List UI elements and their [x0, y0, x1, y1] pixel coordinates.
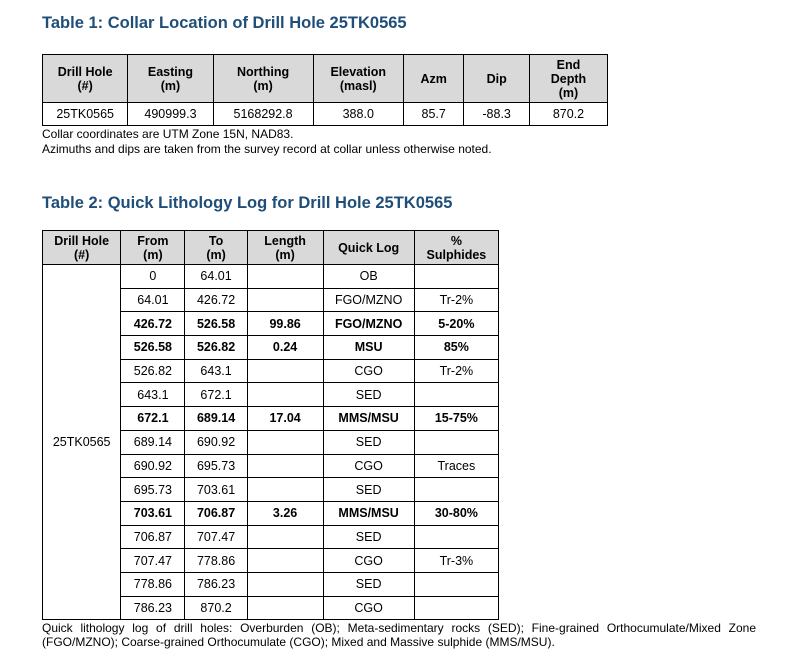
table-cell-from: 643.1: [121, 383, 185, 407]
table2-header-4: [323, 231, 414, 265]
table1-header-3: [313, 55, 404, 103]
table1-cell: 388.0: [313, 103, 404, 126]
table-cell-sulphides: Tr-2%: [414, 359, 498, 383]
table-cell-sulphides: Tr-2%: [414, 288, 498, 312]
table2-caption: Quick lithology log of drill holes: Overburden (OB); Meta-sedimentary rocks (SED); Fine-grained Orthocumulate/Mixed Zone (FGO/MZNO); Coarse-grained Orthocumulate (CGO); Mixed and Massive sulphide (MMS/MSU).: [42, 621, 756, 649]
table-cell-log: OB: [323, 265, 414, 289]
table-cell-sulphides: [414, 265, 498, 289]
table-cell-from: 64.01: [121, 288, 185, 312]
table-cell-log: SED: [323, 572, 414, 596]
table-cell-log: SED: [323, 525, 414, 549]
table1-header-text: (m): [558, 85, 579, 100]
table-cell-log: FGO/MZNO: [323, 312, 414, 336]
table-cell-to: 703.61: [185, 478, 247, 502]
table-cell-from: 707.47: [121, 549, 185, 573]
table-cell-sulphides: [414, 525, 498, 549]
table-cell-from: 426.72: [121, 312, 185, 336]
table-cell-length: [247, 549, 323, 573]
table-cell-to: 870.2: [185, 596, 247, 620]
table-cell-from: 526.82: [121, 359, 185, 383]
table-cell-sulphides: [414, 383, 498, 407]
table-cell-log: CGO: [323, 454, 414, 478]
table-cell-length: [247, 288, 323, 312]
table1-header-text: Drill Hole: [57, 64, 113, 79]
collar-location-table: [42, 54, 608, 126]
table-cell-log: MSU: [323, 336, 414, 360]
table-cell-to: 707.47: [185, 525, 247, 549]
table-cell-from: 0: [121, 265, 185, 289]
table1-header-4: [404, 55, 464, 103]
table-cell-length: 0.24: [247, 336, 323, 360]
table1-header-text: Northing: [237, 64, 290, 79]
table1-cell: 870.2: [529, 103, 607, 126]
table-cell-from: 526.58: [121, 336, 185, 360]
table2-header-1: [121, 231, 185, 265]
table-cell-length: [247, 359, 323, 383]
table2-header-text: Quick Log: [338, 240, 400, 255]
table1-cell: 25TK0565: [43, 103, 128, 126]
table2-header-text: Drill Hole: [54, 233, 110, 248]
table-cell-from: 690.92: [121, 454, 185, 478]
table1-header-text: (m): [253, 78, 273, 93]
table-cell-from: 706.87: [121, 525, 185, 549]
table2-header-row: [43, 231, 499, 265]
table-cell-from: 778.86: [121, 572, 185, 596]
table-cell-log: SED: [323, 478, 414, 502]
table-row: [43, 265, 499, 289]
table-cell-log: CGO: [323, 596, 414, 620]
table-cell-log: CGO: [323, 359, 414, 383]
table2-header-text: (m): [143, 247, 163, 262]
drill-hole-cell: 25TK0565: [43, 265, 121, 620]
table-cell-log: CGO: [323, 549, 414, 573]
table-cell-length: [247, 596, 323, 620]
table1-title: Table 1: Collar Location of Drill Hole 25TK0565: [42, 14, 407, 32]
table-cell-to: 690.92: [185, 430, 247, 454]
table-cell-from: 672.1: [121, 407, 185, 431]
table1-note-azimuths: Azimuths and dips are taken from the survey record at collar unless otherwise noted.: [42, 142, 492, 156]
table-cell-from: 703.61: [121, 501, 185, 525]
table1-note-coordinates: Collar coordinates are UTM Zone 15N, NAD83.: [42, 127, 294, 141]
table1-header-6: [529, 55, 607, 103]
table-cell-length: [247, 454, 323, 478]
table2-header-0: [43, 231, 121, 265]
table1-header-text: (m): [160, 78, 181, 93]
table-cell-sulphides: Tr-3%: [414, 549, 498, 573]
table-cell-log: SED: [323, 383, 414, 407]
table-cell-from: 689.14: [121, 430, 185, 454]
table2-header-5: [414, 231, 498, 265]
table-cell-log: MMS/MSU: [323, 407, 414, 431]
table-cell-to: 786.23: [185, 572, 247, 596]
table2-header-text: (m): [206, 247, 226, 262]
table2-header-text: Sulphides: [426, 247, 487, 262]
table-cell-sulphides: [414, 430, 498, 454]
table-cell-to: 778.86: [185, 549, 247, 573]
table1-header-text: Depth: [550, 71, 587, 86]
table1-cell: 490999.3: [128, 103, 213, 126]
table-cell-to: 695.73: [185, 454, 247, 478]
table-cell-to: 526.82: [185, 336, 247, 360]
table1-header-5: [464, 55, 530, 103]
table-cell-sulphides: Traces: [414, 454, 498, 478]
table-cell-length: [247, 430, 323, 454]
table-cell-sulphides: 30-80%: [414, 501, 498, 525]
table1-header-text: Azm: [420, 71, 447, 86]
table2-body: [43, 265, 499, 620]
table2-header-text: (m): [275, 247, 295, 262]
table-cell-sulphides: 15-75%: [414, 407, 498, 431]
table1-cell: 5168292.8: [213, 103, 313, 126]
table2-header-text: %: [450, 233, 462, 248]
table-cell-sulphides: 85%: [414, 336, 498, 360]
table-cell-log: MMS/MSU: [323, 501, 414, 525]
table1-header-text: Easting: [147, 64, 194, 79]
table1-header-text: (#): [77, 78, 93, 93]
table2-header-text: (#): [74, 247, 90, 262]
table-cell-to: 706.87: [185, 501, 247, 525]
table-cell-sulphides: 5-20%: [414, 312, 498, 336]
table2-header-2: [185, 231, 247, 265]
table1-header-0: [43, 55, 128, 103]
table2-header-text: From: [137, 233, 169, 248]
table1-header-row: [43, 55, 608, 103]
table1-data-row: [43, 103, 608, 126]
table-cell-length: [247, 383, 323, 407]
table-cell-log: FGO/MZNO: [323, 288, 414, 312]
table-cell-sulphides: [414, 596, 498, 620]
lithology-log-table: [42, 230, 499, 620]
table-cell-to: 643.1: [185, 359, 247, 383]
table-cell-length: [247, 478, 323, 502]
table1-header-text: End: [556, 57, 581, 72]
table1-header-text: (masl): [339, 78, 377, 93]
table-cell-to: 64.01: [185, 265, 247, 289]
table-cell-to: 672.1: [185, 383, 247, 407]
table-cell-length: [247, 525, 323, 549]
table2-header-text: Length: [264, 233, 306, 248]
table2-title: Table 2: Quick Lithology Log for Drill Hole 25TK0565: [42, 194, 453, 212]
table-cell-to: 426.72: [185, 288, 247, 312]
table1-header-2: [213, 55, 313, 103]
table1-cell: 85.7: [404, 103, 464, 126]
table-cell-log: SED: [323, 430, 414, 454]
table-cell-from: 695.73: [121, 478, 185, 502]
table1-header-text: Dip: [486, 71, 507, 86]
table1-header-text: Elevation: [330, 64, 387, 79]
table1-header-1: [128, 55, 213, 103]
table-cell-length: [247, 265, 323, 289]
table-cell-length: 17.04: [247, 407, 323, 431]
table-cell-to: 689.14: [185, 407, 247, 431]
table-cell-length: 99.86: [247, 312, 323, 336]
table-cell-to: 526.58: [185, 312, 247, 336]
table-cell-from: 786.23: [121, 596, 185, 620]
table-cell-length: 3.26: [247, 501, 323, 525]
table1-cell: -88.3: [464, 103, 530, 126]
table2-header-3: [247, 231, 323, 265]
table-cell-sulphides: [414, 572, 498, 596]
table-cell-sulphides: [414, 478, 498, 502]
table2-header-text: To: [208, 233, 224, 248]
table-cell-length: [247, 572, 323, 596]
